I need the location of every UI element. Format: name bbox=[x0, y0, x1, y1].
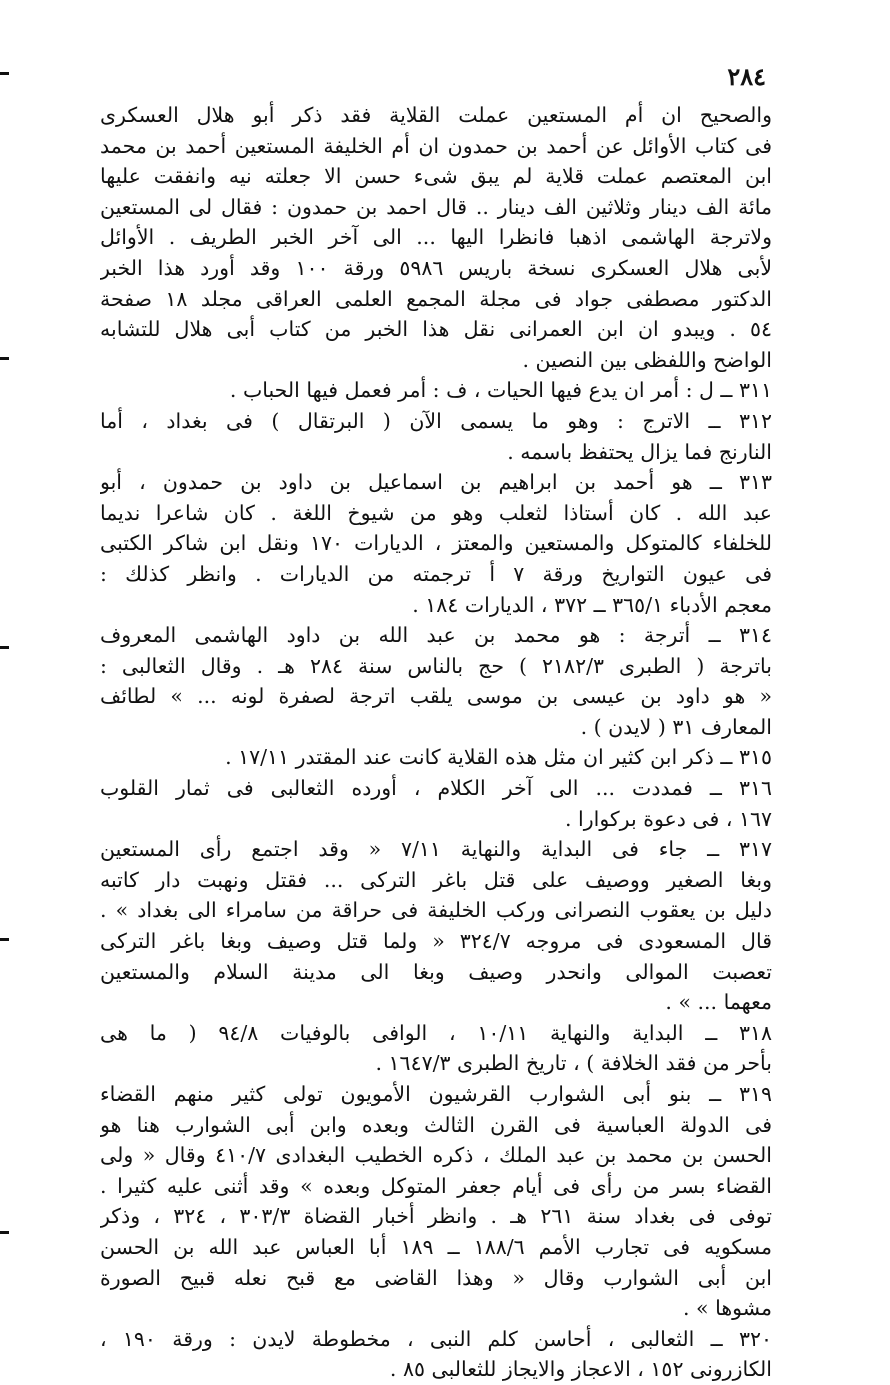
text-line: الواضح واللفظى بين النصين . bbox=[522, 347, 772, 372]
text-line: الحسن بن محمد بن عبد الملك ، ذكره الخطيب البغدادى ٤١٠/٧ وقال « ولى bbox=[100, 1143, 772, 1168]
margin-mark bbox=[0, 938, 9, 941]
text-line: معهما ... » . bbox=[665, 990, 772, 1015]
margin-mark bbox=[0, 357, 9, 360]
margin-mark bbox=[0, 646, 9, 649]
text-line: للخلفاء كالمتوكل والمستعين والمعتز ، الديارات ١٧٠ ونقل ابن شاكر الكتبى bbox=[100, 531, 772, 556]
text-line: ٣١٩ ــ بنو أبى الشوارب القرشيون الأمويون تولى كثير منهم القضاء bbox=[100, 1082, 772, 1106]
text-line: ولاترجة الهاشمى اذهبا فانظرا اليها ... الى آخر الخبر الطريف . الأوائل bbox=[100, 225, 772, 250]
text-line: ٣١٦ ــ فمددت ... الى آخر الكلام ، أورده الثعالبى فى ثمار القلوب bbox=[100, 776, 772, 801]
text-line: ٣١٣ ــ هو أحمد بن ابراهيم بن اسماعيل بن داود بن حمدون ، أبو bbox=[100, 470, 772, 495]
text-line: المعارف ٣١ ( لايدن ) . bbox=[580, 714, 772, 739]
text-line: دليل بن يعقوب النصرانى وركب الخليفة فى حراقة من سامراء الى بغداد » . bbox=[100, 898, 772, 923]
text-line: والصحيح ان أم المستعين عملت القلاية فقد ذكر أبو هلال العسكرى bbox=[100, 103, 772, 127]
text-line: النارنج فما يزال يحتفظ باسمه . bbox=[507, 439, 772, 464]
text-line: لأبى هلال العسكرى نسخة باريس ٥٩٨٦ ورقة ١٠٠ وقد أورد هذا الخبر bbox=[100, 255, 772, 280]
text-line: توفى فى بغداد سنة ٢٦١ هـ . وانظر أخبار القضاة ٣٠٣/٣ ، ٣٢٤ ، وذكر bbox=[100, 1204, 772, 1229]
text-line: وبغا الصغير ووصيف على قتل باغر التركى ... فقتل ونهبت دار كاتبه bbox=[100, 867, 772, 892]
text-line: عبد الله . كان أستاذا لثعلب وهو من شيوخ اللغة . كان شاعرا نديما bbox=[100, 500, 772, 525]
text-line: مائة الف دينار وثلاثين الف دينار .. قال احمد بن حمدون : فقال لى المستعين bbox=[100, 194, 772, 219]
text-line: ٣١١ ــ ل : أمر ان يدع فيها الحيات ، ف : أمر فعمل فيها الحباب . bbox=[229, 378, 772, 403]
text-line: باترجة ( الطبرى ٢١٨٢/٣ ) حج بالناس سنة ٢٨٤ هـ . وقال الثعالبى : bbox=[100, 653, 772, 678]
text-line: مسكويه فى تجارب الأمم ١٨٨/٦ ــ ١٨٩ أبا العباس عبد الله بن الحسن bbox=[100, 1234, 772, 1259]
text-line: معجم الأدباء ٣٦٥/١ ــ ٣٧٢ ، الديارات ١٨٤ . bbox=[412, 592, 772, 617]
page-number: ٢٨٤ bbox=[727, 62, 766, 91]
text-line: ١٦٧ ، فى دعوة بركوارا . bbox=[565, 806, 772, 831]
text-line: مشوها » . bbox=[682, 1296, 772, 1321]
footnotes-body bbox=[100, 100, 772, 1385]
text-line: بأحر من فقد الخلافة ) ، تاريخ الطبرى ١٦٤٧/٣ . bbox=[375, 1051, 772, 1076]
text-line: القضاء بسر من رأى فى أيام جعفر المتوكل وبعده » وقد أثنى عليه كثيرا . bbox=[100, 1173, 772, 1198]
text-line: ٣١٨ ــ البداية والنهاية ١٠/١١ ، الوافى بالوفيات ٩٤/٨ ( ما هى bbox=[100, 1020, 772, 1045]
text-line: فى كتاب الأوائل عن أحمد بن حمدون ان أم الخليفة المستعين أحمد بن محمد bbox=[100, 133, 772, 158]
text-line: ٣١٧ ــ جاء فى البداية والنهاية ٧/١١ « وقد اجتمع رأى المستعين bbox=[100, 837, 772, 862]
margin-mark bbox=[0, 72, 9, 75]
text-line: « هو داود بن عيسى بن موسى يلقب اترجة لصفرة لونه ... » لطائف bbox=[100, 684, 772, 709]
text-line: ٣١٥ ــ ذكر ابن كثير ان مثل هذه القلاية كانت عند المقتدر ١٧/١١ . bbox=[225, 745, 772, 770]
text-line: ٣٢٠ ــ الثعالبى ، أحاسن كلم النبى ، مخطوطة لايدن : ورقة ١٩٠ ، bbox=[100, 1326, 772, 1351]
text-line: فى عيون التواريخ ورقة ٧ أ ترجمته من الديارات . وانظر كذلك : bbox=[100, 561, 772, 586]
text-line: ٣١٢ ــ الاترج : وهو ما يسمى الآن ( البرتقال ) فى بغداد ، أما bbox=[100, 408, 772, 433]
text-line: فى الدولة العباسية فى القرن الثالث وبعده وابن أبى الشوارب هنا هو bbox=[100, 1112, 772, 1137]
text-line: ٣١٤ ــ أترجة : هو محمد بن عبد الله بن داود الهاشمى المعروف bbox=[100, 623, 772, 648]
text-line: الدكتور مصطفى جواد فى مجلة المجمع العلمى العراقى مجلد ١٨ صفحة bbox=[100, 286, 772, 311]
text-line: قال المسعودى فى مروجه ٣٢٤/٧ « ولما قتل وصيف وبغا باغر التركى bbox=[100, 929, 772, 954]
text-line: ابن أبى الشوارب وقال « وهذا القاضى مع قبح نعله قبيح الصورة bbox=[100, 1265, 772, 1290]
text-line: الكازرونى ١٥٢ ، الاعجاز والايجاز للثعالبى ٨٥ . bbox=[389, 1357, 772, 1382]
text-line: ابن المعتصم عملت قلاية لم يبق شىء حسن الا جعلته نيه وانفقت عليها bbox=[100, 164, 772, 189]
margin-mark bbox=[0, 1231, 9, 1234]
text-line: ٥٤ . ويبدو ان ابن العمرانى نقل هذا الخبر من كتاب أبى هلال للتشابه bbox=[100, 317, 772, 342]
text-line: تعصبت الموالى وانحدر وصيف وبغا الى مدينة السلام والمستعين bbox=[100, 959, 772, 984]
